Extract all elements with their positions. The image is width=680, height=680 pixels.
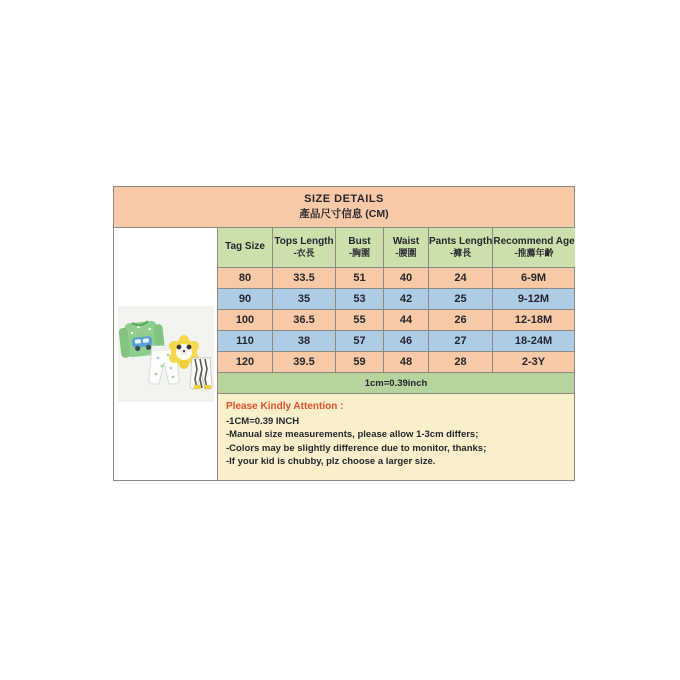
page-subtitle: 產品尺寸信息 (CM)	[299, 208, 389, 220]
size-cell: 46	[384, 331, 429, 352]
size-cell: 39.5	[273, 352, 336, 373]
size-cell: 40	[384, 268, 429, 289]
page-title: SIZE DETAILS	[304, 193, 384, 205]
column-header-recommend-age: Recommend Age -推薦年齡	[493, 228, 574, 268]
attention-panel	[218, 394, 574, 480]
size-details-sheet	[113, 186, 575, 481]
size-cell: 48	[384, 352, 429, 373]
column-header-waist: Waist -腰圍	[384, 228, 429, 268]
size-cell: 120	[218, 352, 273, 373]
sheet-body	[114, 228, 574, 480]
attention-line: -1CM=0.39 INCH	[226, 416, 300, 427]
column-header-bust: Bust -胸圍	[336, 228, 384, 268]
size-cell: 12-18M	[493, 310, 574, 331]
title-band	[114, 187, 574, 228]
size-cell: 18-24M	[493, 331, 574, 352]
size-cell: 51	[336, 268, 384, 289]
unit-note: 1cm=0.39inch	[218, 373, 574, 394]
baby-pajama-sets-photo	[118, 306, 214, 402]
size-cell: 6-9M	[493, 268, 574, 289]
size-row-110	[218, 331, 574, 352]
size-cell: 42	[384, 289, 429, 310]
size-cell: 90	[218, 289, 273, 310]
size-row-100	[218, 310, 574, 331]
size-cell: 35	[273, 289, 336, 310]
attention-line: -If your kid is chubby, plz choose a larger size.	[226, 456, 436, 468]
attention-heading: Please Kindly Attention :	[226, 401, 344, 412]
size-cell: 38	[273, 331, 336, 352]
size-row-80	[218, 268, 574, 289]
size-cell: 27	[429, 331, 493, 352]
column-header-row	[218, 228, 574, 268]
product-photo-cell	[114, 228, 218, 480]
size-cell: 110	[218, 331, 273, 352]
size-cell: 25	[429, 289, 493, 310]
attention-line: -Manual size measurements, please allow 1-3cm differs;	[226, 429, 479, 441]
size-cell: 59	[336, 352, 384, 373]
size-table	[218, 228, 574, 480]
column-header-pants-length: Pants Length -褲長	[429, 228, 493, 268]
size-cell: 28	[429, 352, 493, 373]
size-cell: 100	[218, 310, 273, 331]
attention-line: -Colors may be slightly difference due to monitor, thanks;	[226, 442, 487, 454]
column-header-tops-length: Tops Length -衣長	[273, 228, 336, 268]
size-row-90	[218, 289, 574, 310]
size-cell: 9-12M	[493, 289, 574, 310]
size-cell: 80	[218, 268, 273, 289]
size-cell: 55	[336, 310, 384, 331]
size-cell: 24	[429, 268, 493, 289]
size-cell: 53	[336, 289, 384, 310]
column-header-tag-size: Tag Size	[218, 228, 273, 268]
size-cell: 57	[336, 331, 384, 352]
size-cell: 44	[384, 310, 429, 331]
size-row-120	[218, 352, 574, 373]
size-cell: 26	[429, 310, 493, 331]
size-cell: 33.5	[273, 268, 336, 289]
size-cell: 2-3Y	[493, 352, 574, 373]
size-cell: 36.5	[273, 310, 336, 331]
